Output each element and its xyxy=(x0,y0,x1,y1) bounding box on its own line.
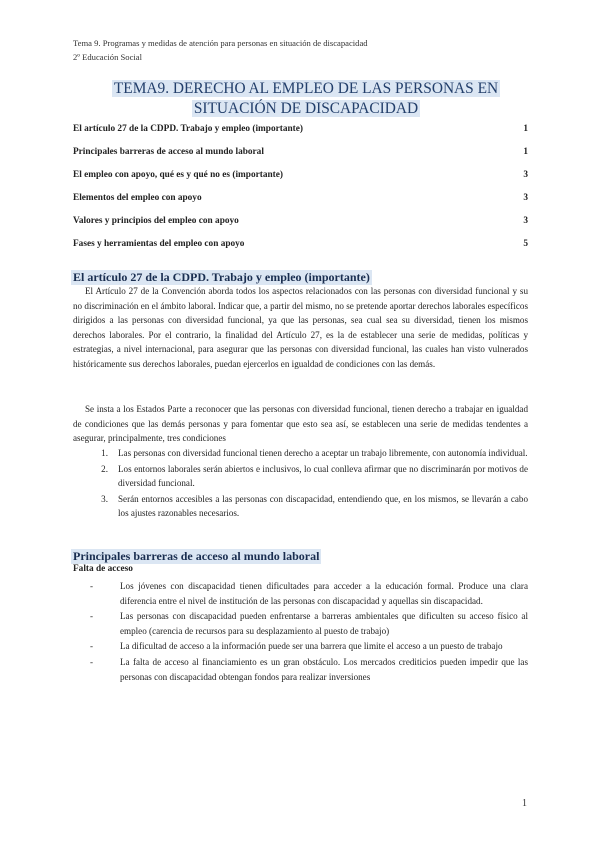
list-item xyxy=(73,446,528,461)
toc-entry-page: 5 xyxy=(523,239,528,249)
page-number: 1 xyxy=(522,798,527,809)
bullet-dash: - xyxy=(90,641,94,652)
section-heading-barriers xyxy=(71,547,321,565)
list-item-number: 1. xyxy=(101,448,108,458)
title-line-1: TEMA9. DERECHO AL EMPLEO DE LAS PERSONAS EN xyxy=(113,80,499,97)
toc-entry[interactable] xyxy=(73,214,528,237)
toc-entry-page: 3 xyxy=(523,170,528,180)
paragraph-states-parties: Se insta a los Estados Parte a reconocer que las personas con diversidad funcional, tienen derecho a trabajar en igualdad de condiciones que las demás personas y para fomentar que esto sea así, se establecen una serie de medidas tendentes a asegurar, principalmente, tres condiciones xyxy=(73,404,528,444)
toc-entry[interactable] xyxy=(73,168,528,191)
bullet-dash: - xyxy=(90,611,94,622)
list-item-text: Las personas con diversidad funcional tienen derecho a aceptar un trabajo libremente, con autonomía individual. xyxy=(118,448,528,458)
title-line-2: SITUACIÓN DE DISCAPACIDAD xyxy=(193,100,419,117)
toc-entry-label: Elementos del empleo con apoyo xyxy=(73,193,202,203)
numbered-list-conditions xyxy=(73,446,528,522)
section-heading-text: Principales barreras de acceso al mundo laboral xyxy=(73,549,320,563)
toc-entry-label: Principales barreras de acceso al mundo laboral xyxy=(73,147,264,157)
list-item xyxy=(73,579,528,608)
toc-entry-label: El artículo 27 de la CDPD. Trabajo y empleo (importante) xyxy=(73,124,303,134)
bullet-dash: - xyxy=(90,581,94,591)
list-item-text: Serán entornos accesibles a las personas con discapacidad, entendiendo que, en los mismos, se llevarán a cabo los ajustes razonables necesarios. xyxy=(118,493,528,519)
toc-entry-page: 3 xyxy=(523,193,528,203)
list-item-text: Los jóvenes con discapacidad tienen dificultades para acceder a la educación formal. Produce una clara diferencia entre el nivel de institución de las personas con discapacidad y aquellas sin discapacidad. xyxy=(120,581,528,606)
list-item-number: 3. xyxy=(101,493,108,504)
header-course-title: Tema 9. Programas y medidas de atención para personas en situación de discapacidad xyxy=(73,38,368,48)
toc-entry-page: 1 xyxy=(523,147,528,157)
table-of-contents xyxy=(73,122,528,260)
list-item xyxy=(73,639,528,654)
list-item xyxy=(73,655,528,684)
toc-entry[interactable] xyxy=(73,145,528,168)
toc-entry-label: Valores y principios del empleo con apoyo xyxy=(73,216,239,226)
list-item-number: 2. xyxy=(101,463,108,474)
running-header xyxy=(73,36,368,64)
toc-entry-page: 1 xyxy=(523,124,528,134)
toc-entry-page: 3 xyxy=(523,216,528,226)
list-item-text: La falta de acceso al financiamiento es un gran obstáculo. Los mercados crediticios pueden impedir que las personas con discapacidad obtengan fondos para realizar inversiones xyxy=(120,656,528,682)
toc-entry-label: El empleo con apoyo, qué es y qué no es (importante) xyxy=(73,170,283,180)
toc-entry[interactable] xyxy=(73,237,528,260)
document-title xyxy=(100,79,512,119)
paragraph-article-27: El Artículo 27 de la Convención aborda todos los aspectos relacionados con las personas con diversidad funcional y su no discriminación en el ámbito laboral. Indicar que, a partir del mismo, no se pretende aportar derechos laborales específicos dirigidos a las personas con diversidad funcional, ya que las personas, sea cual sea su diversidad, tienen los mismos derechos laborales. Por el contrario, la finalidad del Artículo 27, es la de establecer una serie de medidas, políticas y estrategias, a nivel internacional, para asegurar que las personas con diversidad funcional, las cuales han visto vulnerados históricamente sus derechos laborales, puedan ejercerlos en igualdad de condiciones con las demás. xyxy=(73,286,528,369)
list-item xyxy=(73,462,528,491)
list-item-text: Los entornos laborales serán abiertos e inclusivos, lo cual conlleva afirmar que no discriminarán por motivos de diversidad funcional. xyxy=(118,463,528,489)
list-item xyxy=(73,609,528,638)
list-item-text: Las personas con discapacidad pueden enfrentarse a barreras ambientales que dificulten su acceso físico al empleo (carencia de recursos para su desplazamiento al puesto de trabajo) xyxy=(120,611,528,636)
bullet-list-barriers xyxy=(73,579,528,685)
header-course-level: 2º Educación Social xyxy=(73,52,143,62)
list-item-text: La dificultad de acceso a la información puede ser una barrera que limite el acceso a un puesto de trabajo xyxy=(120,641,503,652)
bullet-dash: - xyxy=(90,656,94,667)
toc-entry[interactable] xyxy=(73,191,528,214)
list-item xyxy=(73,492,528,521)
toc-entry-label: Fases y herramientas del empleo con apoyo xyxy=(73,239,245,249)
section-heading-text: El artículo 27 de la CDPD. Trabajo y empleo (importante) xyxy=(73,270,370,284)
subheading-lack-of-access: Falta de acceso xyxy=(73,564,133,574)
toc-entry[interactable] xyxy=(73,122,528,145)
